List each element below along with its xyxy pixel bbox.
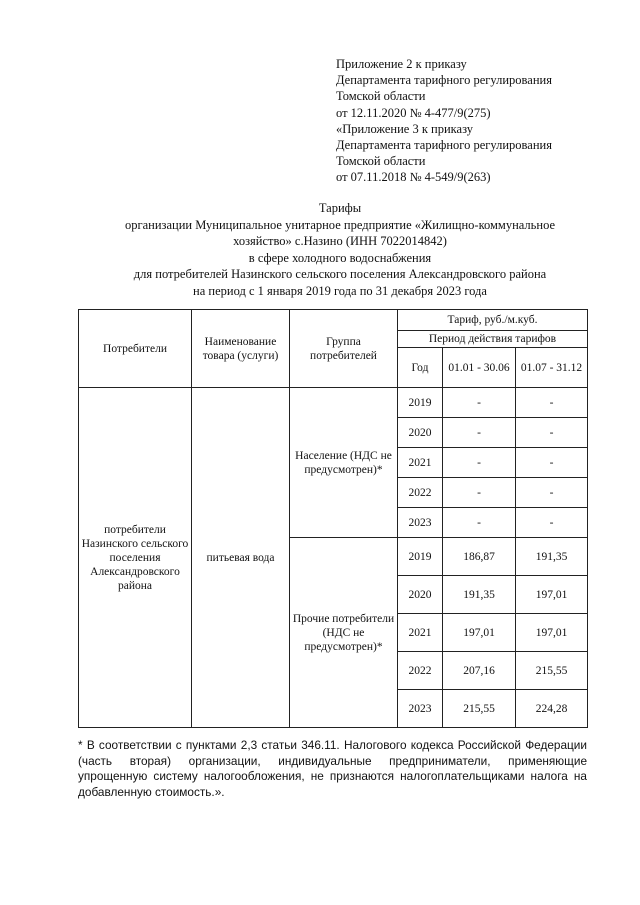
appendix-line: Приложение 2 к приказу [336, 57, 467, 71]
year-cell: 2021 [398, 614, 443, 652]
tariff-h1-cell: - [443, 478, 516, 508]
year-cell: 2023 [398, 690, 443, 728]
year-cell: 2019 [398, 538, 443, 576]
tariff-h2-cell: 191,35 [516, 538, 588, 576]
year-cell: 2020 [398, 418, 443, 448]
title-line: организации Муниципальное унитарное предприятие «Жилищно-коммунальное [124, 217, 556, 232]
tariff-h2-cell: - [516, 478, 588, 508]
tariff-h1-cell: - [443, 508, 516, 538]
table-row [79, 388, 588, 418]
header-product: Наименование товара (услуги) [192, 310, 290, 388]
appendix-line: Департамента тарифного регулирования [336, 73, 552, 88]
product-cell: питьевая вода [192, 388, 290, 728]
header-tariff: Тариф, руб./м.куб. [398, 310, 588, 331]
appendix-line: Томской области [336, 154, 426, 169]
tariff-h1-cell: 191,35 [443, 576, 516, 614]
title-line: на период с 1 января 2019 года по 31 декабря 2023 года [193, 283, 487, 298]
header-period: Период действия тарифов [398, 331, 588, 348]
tariff-h2-cell: - [516, 418, 588, 448]
footnote: * В соответствии с пунктами 2,3 статьи 346.11. Налогового кодекса Российской Федерации (часть вторая) организации, индивидуальные предприниматели, применяющие упрощенную систему налогообложения, не признаются налогоплательщиками налога на добавленную стоимость.». [78, 738, 587, 799]
year-cell: 2023 [398, 508, 443, 538]
appendix-line: «Приложение 3 к приказу [336, 121, 474, 136]
header-consumers: Потребители [79, 310, 192, 388]
tariff-h1-cell: - [443, 448, 516, 478]
tariff-h2-cell: 224,28 [516, 690, 588, 728]
tariff-h1-cell: 207,16 [443, 652, 516, 690]
appendix-block [336, 56, 626, 186]
title-line: хозяйство» с.Назино (ИНН 7022014842) [233, 234, 447, 249]
title-line: Тарифы [318, 201, 362, 215]
tariff-h1-cell: 197,01 [443, 614, 516, 652]
tariff-h2-cell: - [516, 508, 588, 538]
header-year: Год [398, 348, 443, 388]
title-line: в сфере холодного водоснабжения [248, 250, 432, 265]
tariff-h1-cell: 186,87 [443, 538, 516, 576]
appendix-line: Департамента тарифного регулирования [336, 138, 552, 153]
header-h1: 01.01 - 30.06 [443, 348, 516, 388]
tariff-table [78, 309, 588, 728]
consumer-cell: потребители Назинского сельского поселения Александровского района [79, 388, 192, 728]
year-cell: 2021 [398, 448, 443, 478]
header-group: Группа потребителей [290, 310, 398, 388]
tariff-h2-cell: 215,55 [516, 652, 588, 690]
year-cell: 2022 [398, 652, 443, 690]
year-cell: 2019 [398, 388, 443, 418]
group-cell: Прочие потребители (НДС не предусмотрен)* [290, 538, 398, 728]
year-cell: 2020 [398, 576, 443, 614]
title-line: для потребителей Назинского сельского поселения Александровского района [133, 267, 547, 282]
tariff-h2-cell: - [516, 388, 588, 418]
appendix-line: от 12.11.2020 № 4-477/9(275) [336, 105, 491, 120]
tariff-h1-cell: - [443, 388, 516, 418]
tariff-h1-cell: 215,55 [443, 690, 516, 728]
tariff-h2-cell: - [516, 448, 588, 478]
group-cell: Население (НДС не предусмотрен)* [290, 388, 398, 538]
appendix-line: Томской области [336, 89, 426, 104]
document-title [60, 200, 620, 300]
tariff-h1-cell: - [443, 418, 516, 448]
header-h2: 01.07 - 31.12 [516, 348, 588, 388]
tariff-h2-cell: 197,01 [516, 614, 588, 652]
tariff-h2-cell: 197,01 [516, 576, 588, 614]
year-cell: 2022 [398, 478, 443, 508]
appendix-line: от 07.11.2018 № 4-549/9(263) [336, 170, 491, 185]
